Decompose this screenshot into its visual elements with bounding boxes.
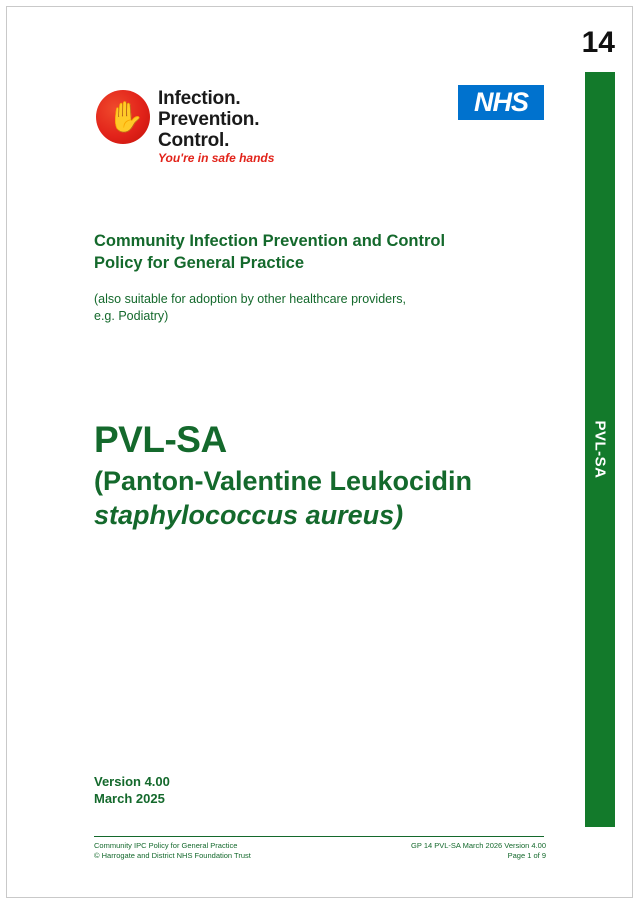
version-date: March 2025 bbox=[94, 791, 165, 806]
policy-subtitle-line-2: e.g. Podiatry) bbox=[94, 309, 169, 323]
version-block bbox=[94, 773, 170, 807]
policy-subtitle bbox=[94, 291, 524, 325]
ipc-logo-circle bbox=[96, 90, 150, 144]
version-number: Version 4.00 bbox=[94, 774, 170, 789]
policy-subtitle-line-1: (also suitable for adoption by other healthcare providers, bbox=[94, 292, 406, 306]
policy-title bbox=[94, 230, 524, 274]
page-footer bbox=[94, 841, 546, 861]
ipc-logo-wordmark bbox=[158, 88, 259, 151]
footer-right bbox=[411, 841, 546, 861]
policy-title-line-1: Community Infection Prevention and Control bbox=[94, 232, 446, 250]
chapter-number: 14 bbox=[581, 26, 615, 59]
ipc-logo-line-3: Control. bbox=[158, 130, 230, 151]
footer-divider bbox=[94, 836, 544, 837]
document-title-sub-2: staphylococcus aureus) bbox=[94, 500, 404, 530]
document-title-main: PVL-SA bbox=[94, 419, 227, 460]
footer-left-line-2: © Harrogate and District NHS Foundation Trust bbox=[94, 851, 251, 860]
document-title bbox=[94, 418, 554, 532]
footer-right-line-1: GP 14 PVL-SA March 2026 Version 4.00 bbox=[411, 841, 546, 850]
policy-title-line-2: Policy for General Practice bbox=[94, 254, 305, 272]
ipc-logo-tagline: You're in safe hands bbox=[158, 151, 275, 165]
chapter-tab bbox=[585, 72, 615, 827]
ipc-logo-line-2: Prevention. bbox=[158, 109, 260, 130]
footer-left-line-1: Community IPC Policy for General Practice bbox=[94, 841, 238, 850]
ipc-logo bbox=[96, 88, 386, 168]
chapter-tab-label: PVL-SA bbox=[591, 419, 609, 478]
nhs-logo: NHS bbox=[458, 85, 544, 120]
hand-icon: ✋ bbox=[107, 101, 145, 134]
ipc-logo-line-1: Infection. bbox=[158, 88, 241, 109]
footer-page-number: Page 1 of 9 bbox=[507, 851, 546, 860]
document-title-sub-1: (Panton-Valentine Leukocidin bbox=[94, 466, 473, 496]
footer-left bbox=[94, 841, 251, 861]
